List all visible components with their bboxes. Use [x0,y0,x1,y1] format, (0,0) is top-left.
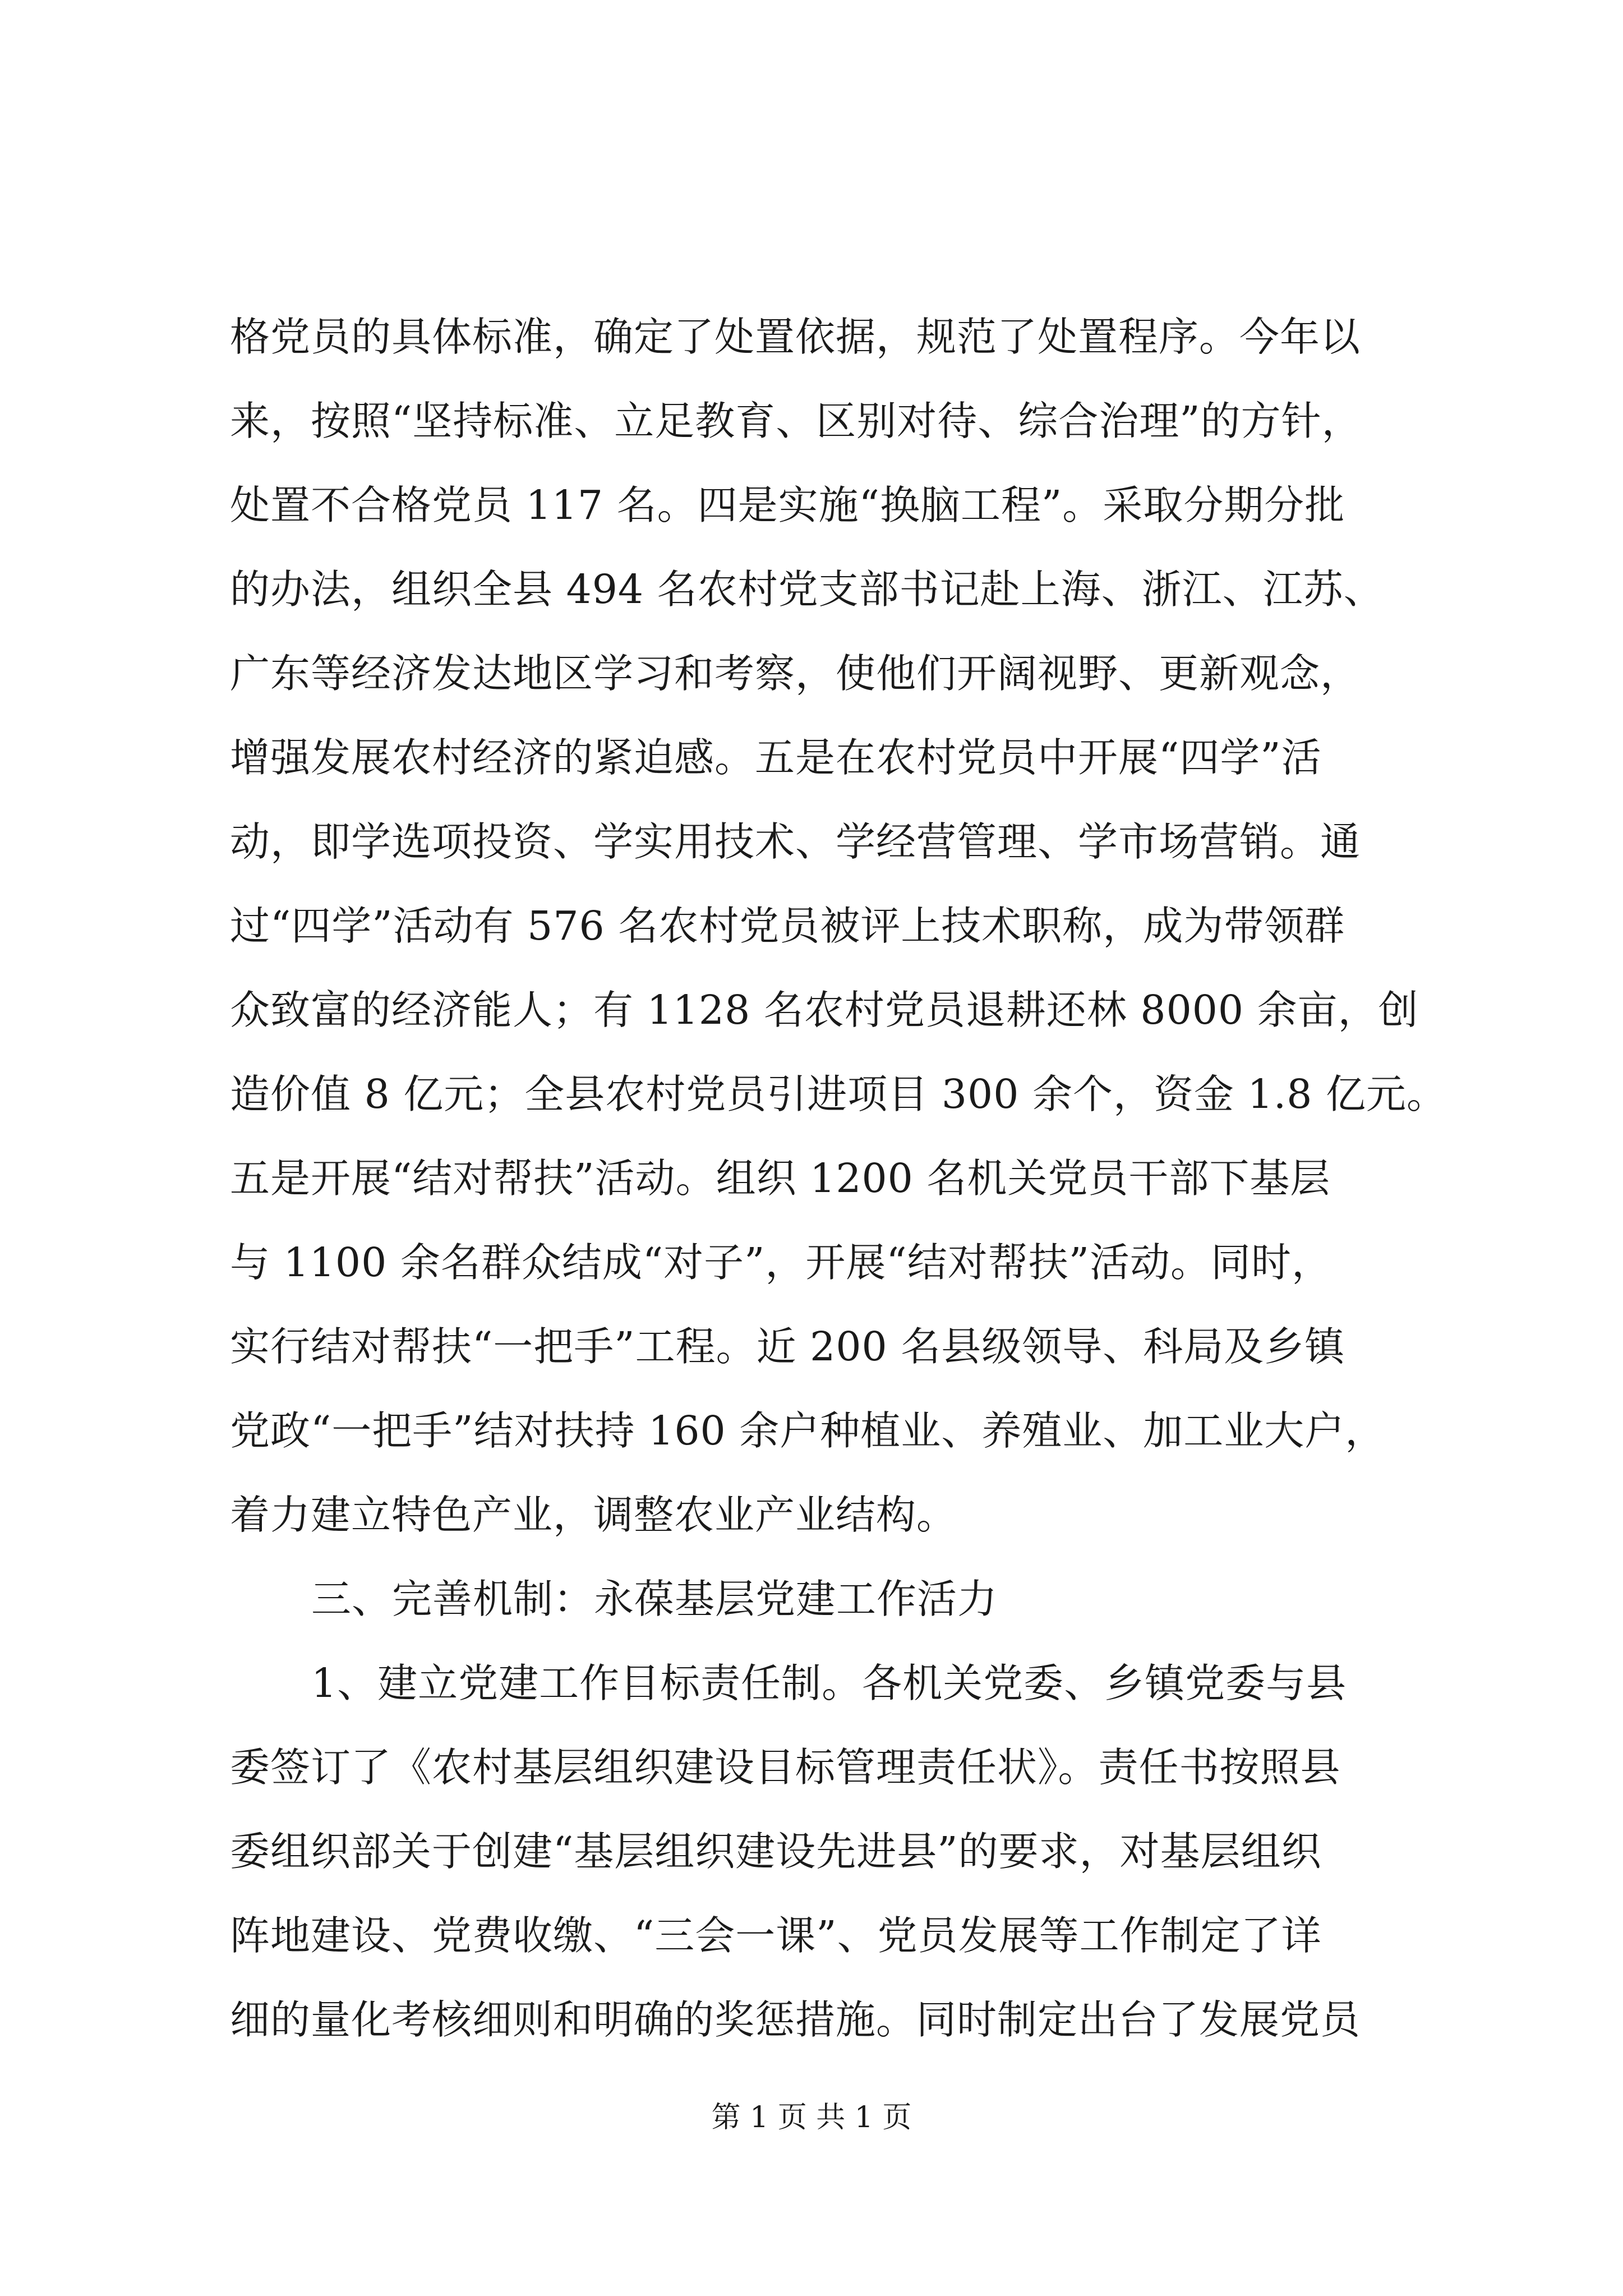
body-line: 实行结对帮扶“一把手”工程。近 200 名县级领导、科局及乡镇 [230,1323,1345,1370]
body-line: 的办法，组织全县 494 名农村党支部书记赴上海、浙江、江苏、 [230,566,1384,613]
body-line: 格党员的具体标准，确定了处置依据，规范了处置程序。今年以 [230,314,1361,360]
body-line: 细的量化考核细则和明确的奖惩措施。同时制定出台了发展党员 [230,1996,1361,2043]
body-line: 动，即学选项投资、学实用技术、学经营管理、学市场营销。通 [230,818,1361,865]
body-line: 处置不合格党员 117 名。四是实施“换脑工程”。采取分期分批 [230,482,1345,528]
body-line: 着力建立特色产业，调整农业产业结构。 [230,1492,957,1538]
body-line: 五是开展“结对帮扶”活动。组织 1200 名机关党员干部下基层 [230,1155,1331,1202]
body-line: 1、建立党建工作目标责任制。各机关党委、乡镇党委与县 [311,1660,1347,1706]
page-number-footer: 第 1 页 共 1 页 [711,2101,912,2134]
body-line: 委签订了《农村基层组织建设目标管理责任状》。责任书按照县 [230,1744,1341,1791]
body-line: 造价值 8 亿元；全县农村党员引进项目 300 余个，资金 1.8 亿元。 [230,1071,1447,1117]
body-line: 过“四学”活动有 576 名农村党员被评上技术职称，成为带领群 [230,903,1345,949]
body-line: 广东等经济发达地区学习和考察，使他们开阔视野、更新观念， [230,650,1361,697]
body-line: 增强发展农村经济的紧迫感。五是在农村党员中开展“四学”活 [230,734,1322,781]
section-heading: 三、完善机制：永葆基层党建工作活力 [311,1576,998,1622]
body-line: 与 1100 余名群众结成“对子”，开展“结对帮扶”活动。同时， [230,1239,1332,1286]
body-line: 阵地建设、党费收缴、“三会一课”、党员发展等工作制定了详 [230,1912,1322,1959]
body-line: 众致富的经济能人；有 1128 名农村党员退耕还林 8000 余亩，创 [230,987,1419,1033]
body-line: 党政“一把手”结对扶持 160 余户种植业、养殖业、加工业大户， [230,1407,1386,1454]
body-line: 委组织部关于创建“基层组织建设先进县”的要求，对基层组织 [230,1828,1322,1875]
body-line: 来，按照“坚持标准、立足教育、区别对待、综合治理”的方针， [230,398,1362,444]
